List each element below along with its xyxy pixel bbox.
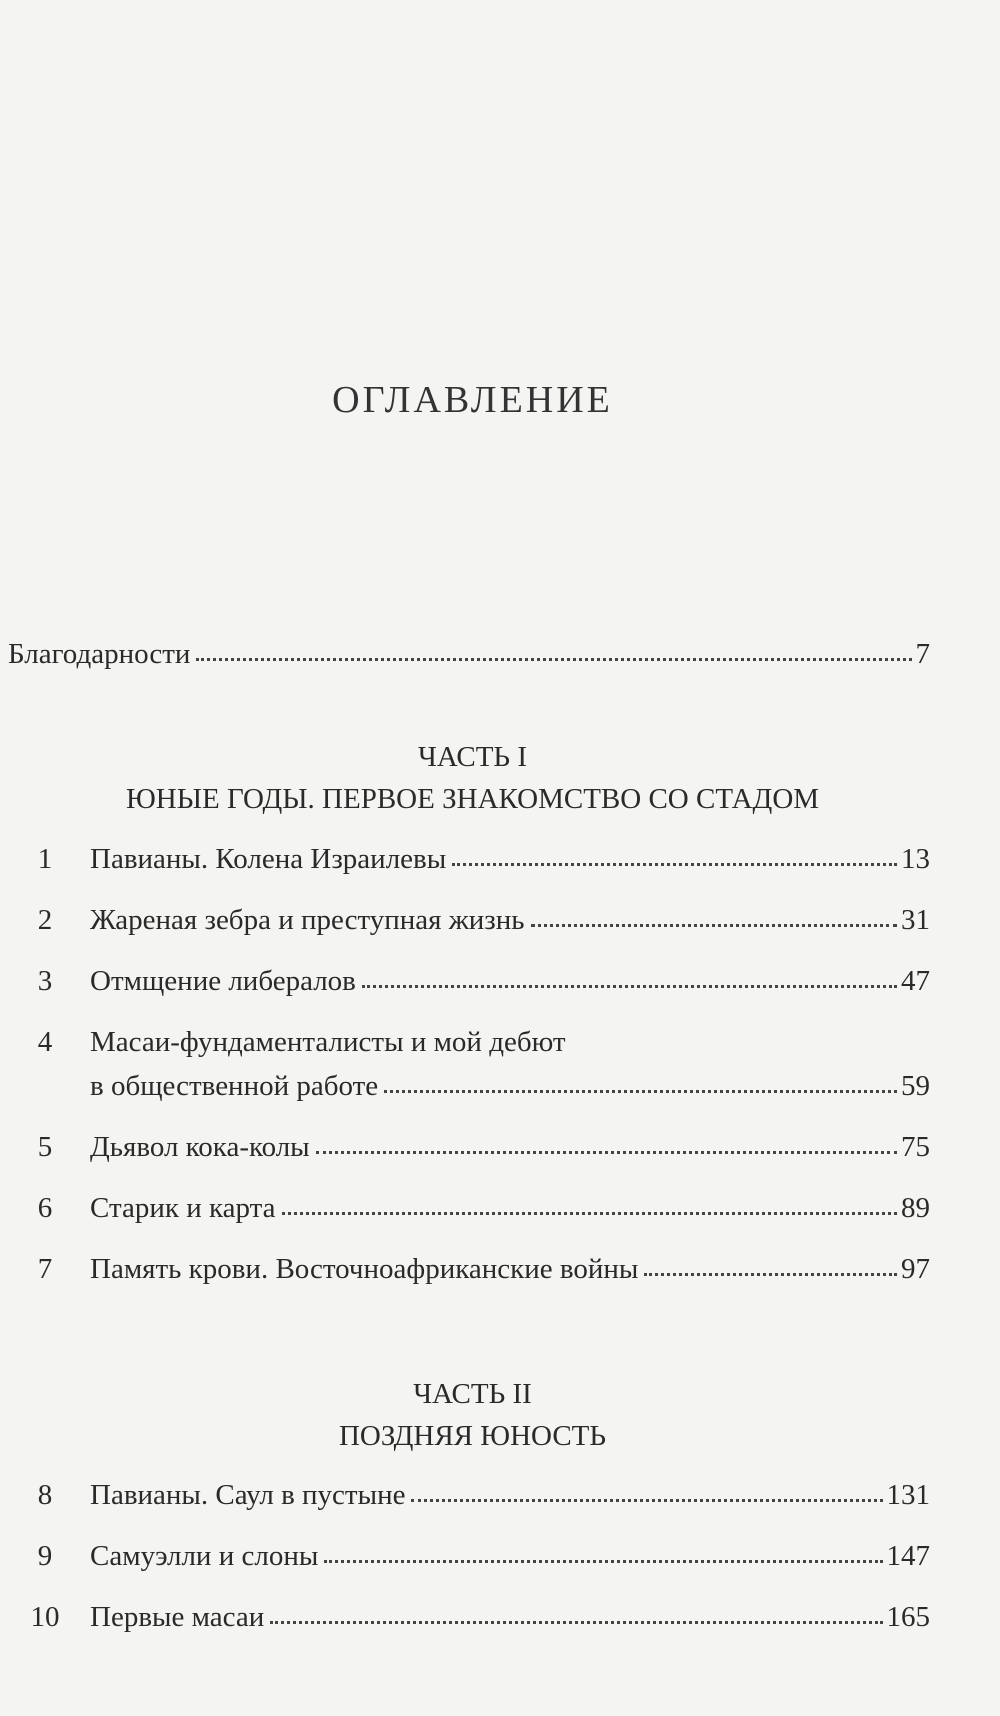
chapter-title: Первые масаи: [90, 1601, 265, 1633]
toc-entry[interactable]: [0, 1028, 930, 1057]
chapter-title: Дьявол кока-колы: [90, 1131, 310, 1163]
dot-leader: [452, 863, 897, 866]
dot-leader: [531, 924, 898, 927]
toc-entry[interactable]: [0, 1133, 930, 1162]
dot-leader: [282, 1212, 897, 1215]
dot-leader: [316, 1151, 897, 1154]
page-number: 7: [915, 638, 930, 670]
chapter-number: 1: [37, 843, 53, 875]
chapter-number: 3: [37, 965, 53, 997]
page-number: 165: [886, 1601, 930, 1633]
chapter-number: 8: [37, 1479, 53, 1511]
page-number: 131: [886, 1479, 930, 1511]
page-number: 59: [901, 1070, 930, 1102]
page-number: 75: [901, 1131, 930, 1163]
chapter-title: Павианы. Саул в пустыне: [90, 1479, 406, 1511]
chapter-title: Самуэлли и слоны: [90, 1540, 319, 1572]
chapter-number: 7: [37, 1253, 53, 1285]
entry-title: Благодарности: [8, 638, 191, 670]
dot-leader: [644, 1273, 897, 1276]
dot-leader: [270, 1621, 882, 1624]
page-number: 47: [901, 965, 930, 997]
part-label: ЧАСТЬ II: [413, 1378, 532, 1410]
toc-entry[interactable]: [0, 845, 930, 874]
part-heading: [0, 1373, 945, 1457]
toc-entry-continuation[interactable]: [90, 1072, 930, 1101]
toc-entry[interactable]: [0, 967, 930, 996]
page-number: 89: [901, 1192, 930, 1224]
chapter-number: 5: [37, 1131, 53, 1163]
dot-leader: [362, 985, 897, 988]
part-title: ЮНЫЕ ГОДЫ. ПЕРВОЕ ЗНАКОМСТВО СО СТАДОМ: [125, 783, 820, 816]
toc-entry[interactable]: [0, 1481, 930, 1510]
toc-entry[interactable]: [0, 1542, 930, 1571]
chapter-number: 10: [30, 1601, 60, 1633]
chapter-title-line-1: Масаи-фундаменталисты и мой дебют: [90, 1026, 566, 1058]
part-heading: [0, 736, 945, 820]
part-title: ПОЗДНЯЯ ЮНОСТЬ: [338, 1420, 607, 1453]
part-label: ЧАСТЬ I: [418, 741, 527, 773]
page-number: 31: [901, 904, 930, 936]
chapter-title-line-2: в общественной работе: [90, 1070, 379, 1102]
dot-leader: [384, 1090, 897, 1093]
toc-entry[interactable]: [0, 1255, 930, 1284]
dot-leader: [196, 658, 911, 661]
toc-entry[interactable]: [0, 906, 930, 935]
chapter-number: 6: [37, 1192, 53, 1224]
chapter-title: Память крови. Восточноафриканские войны: [90, 1253, 639, 1285]
chapter-title: Отмщение либералов: [90, 965, 356, 997]
chapter-number: 9: [37, 1540, 53, 1572]
page-number: 147: [886, 1540, 930, 1572]
chapter-title: Жареная зебра и преступная жизнь: [90, 904, 525, 936]
toc-entry[interactable]: [0, 1194, 930, 1223]
chapter-number: 4: [37, 1026, 53, 1058]
toc-entry-acknowledgements[interactable]: [8, 640, 930, 669]
toc-entry[interactable]: [0, 1603, 930, 1632]
chapter-title: Павианы. Колена Израилевы: [90, 843, 447, 875]
dot-leader: [324, 1560, 882, 1563]
page-number: 97: [901, 1253, 930, 1285]
chapter-title: Старик и карта: [90, 1192, 276, 1224]
page-number: 13: [901, 843, 930, 875]
chapter-number: 2: [37, 904, 53, 936]
dot-leader: [411, 1499, 882, 1502]
page-title: ОГЛАВЛЕНИЕ: [332, 379, 613, 421]
